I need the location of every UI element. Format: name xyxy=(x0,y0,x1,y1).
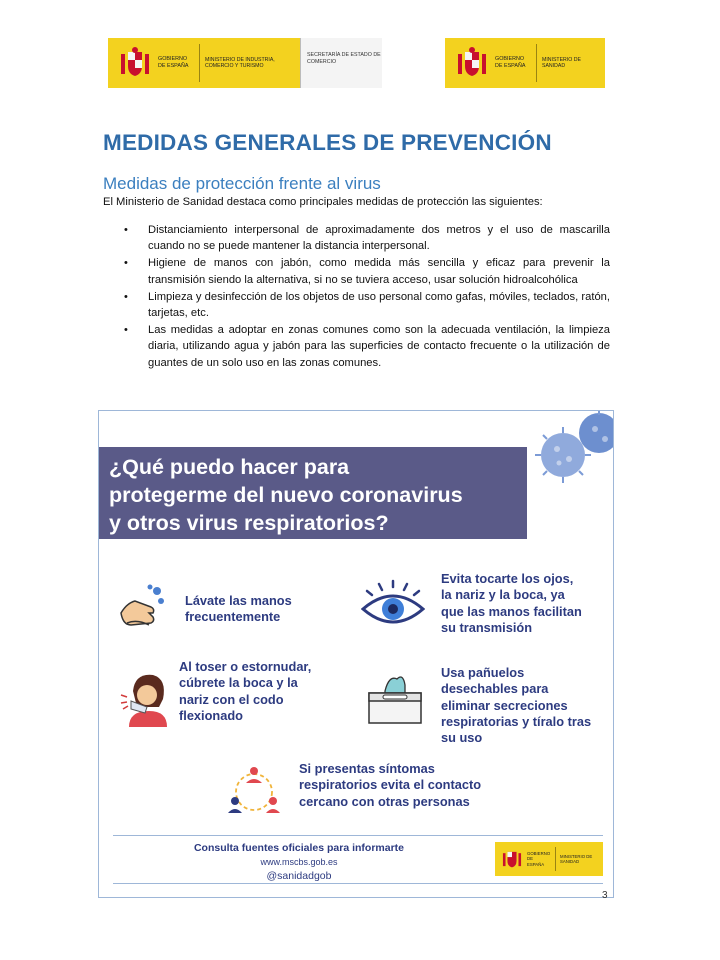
intro-paragraph: El Ministerio de Sanidad destaca como principales medidas de protección las siguientes: xyxy=(103,196,543,208)
footer-gobierno-logo xyxy=(495,842,603,876)
tip-tissues xyxy=(441,665,591,746)
bullet-icon: • xyxy=(124,224,128,236)
tip-line: cúbrete la boca y la xyxy=(179,675,298,691)
twitter-handle[interactable]: @sanidadgob xyxy=(266,870,332,882)
list-item xyxy=(120,255,610,287)
ministerio-label: MINISTERIO DE SANIDAD xyxy=(560,853,593,864)
logo-separator xyxy=(536,44,537,82)
list-item xyxy=(120,322,610,371)
tip-sneeze xyxy=(179,659,311,724)
logo-separator xyxy=(199,44,200,82)
consult-text: Consulta fuentes oficiales para informarte xyxy=(193,842,405,854)
coat-of-arms-icon xyxy=(118,46,152,80)
tip-line: que las manos facilitan xyxy=(441,603,582,619)
tip-line: su uso xyxy=(441,730,483,746)
gobierno-label: GOBIERNO DE ESPAÑA xyxy=(495,56,526,69)
tip-line: respiratorias y tíralo tras xyxy=(441,713,592,729)
gobierno-label: GOBIERNO DE ESPAÑA xyxy=(527,851,551,867)
tissue-box-icon xyxy=(365,673,425,725)
footer-divider xyxy=(113,883,603,884)
secretaria-label: SECRETARÍA DE ESTADO DE COMERCIO xyxy=(300,38,382,88)
coronavirus-infographic xyxy=(98,410,614,898)
tip-line: cercano con otras personas xyxy=(299,793,470,809)
bullet-icon: • xyxy=(124,257,128,270)
tip-line: Si presentas síntomas xyxy=(299,761,435,776)
list-item xyxy=(120,222,610,254)
tip-line: respiratorios evita el contacto xyxy=(299,777,482,793)
tip-line: Lávate las manos xyxy=(185,593,292,608)
tip-line: la nariz y la boca, ya xyxy=(441,587,565,603)
banner-line: ¿Qué puedo hacer para xyxy=(109,455,350,479)
page-title: MEDIDAS GENERALES DE PREVENCIÓN xyxy=(103,130,552,155)
sneezing-person-icon xyxy=(119,671,169,727)
list-item-text: Limpieza y desinfección de los objetos de uso personal como gafas, móviles, teclados, ratón, tarjetas, etc. xyxy=(148,290,610,320)
measures-list xyxy=(120,222,610,372)
list-item-text: Higiene de manos con jabón, como medida más sencilla y eficaz para prevenir la transmisión siendo la alternativa, si no se tuviera acceso, usar solución hidroalcohólica xyxy=(148,257,610,286)
coat-of-arms-icon xyxy=(501,846,523,872)
list-item-text: Distanciamiento interpersonal de aproximadamente dos metros y el uso de mascarilla cuando no se puede mantener la distancia interpersonal. xyxy=(148,224,610,253)
footer-divider xyxy=(113,835,603,836)
section-subtitle: Medidas de protección frente al virus xyxy=(103,174,381,193)
logo-separator xyxy=(555,847,556,871)
tip-line: Al toser o estornudar, xyxy=(179,659,312,674)
gobierno-logo-right xyxy=(445,38,605,88)
tip-hands xyxy=(185,593,292,626)
footer-sources xyxy=(193,841,405,883)
tip-line: Evita tocarte los ojos, xyxy=(441,571,574,586)
tip-contact xyxy=(299,761,481,810)
tip-line: Usa pañuelos xyxy=(441,665,525,680)
page-number: 3 xyxy=(602,890,608,901)
coat-of-arms-icon xyxy=(455,46,489,80)
ministerio-label: MINISTERIO DE SANIDAD xyxy=(542,56,581,69)
eye-icon xyxy=(361,579,425,627)
ministerio-label: MINISTERIO DE INDUSTRIA, COMERCIO Y TURISMO xyxy=(205,56,275,69)
tip-line: flexionado xyxy=(179,707,243,723)
banner-line: protegerme del nuevo coronavirus xyxy=(109,483,463,507)
hand-washing-icon xyxy=(117,583,167,631)
bullet-icon: • xyxy=(124,324,128,337)
tip-eyes xyxy=(441,571,582,636)
list-item xyxy=(120,289,610,321)
tip-line: nariz con el codo xyxy=(179,691,284,707)
tip-line: su transmisión xyxy=(441,619,533,635)
list-item-text: Las medidas a adoptar en zonas comunes como son la adecuada ventilación, la limpieza diaria, utilizando agua y jabón para las superficies de contacto frecuente o la utilización de guantes de un solo uso en las zonas comunes. xyxy=(148,324,610,369)
gobierno-logo-left xyxy=(108,38,300,88)
people-distance-icon xyxy=(227,765,281,819)
gobierno-label: GOBIERNO DE ESPAÑA xyxy=(158,56,189,69)
website-link[interactable]: www.mscbs.gob.es xyxy=(260,857,338,867)
virus-icon xyxy=(519,411,614,497)
tip-line: frecuentemente xyxy=(185,609,281,625)
tip-line: desechables para xyxy=(441,681,549,697)
infographic-banner xyxy=(99,447,527,539)
bullet-icon: • xyxy=(124,290,128,303)
tip-line: eliminar secreciones xyxy=(441,697,568,713)
banner-line: y otros virus respiratorios? xyxy=(109,511,389,535)
